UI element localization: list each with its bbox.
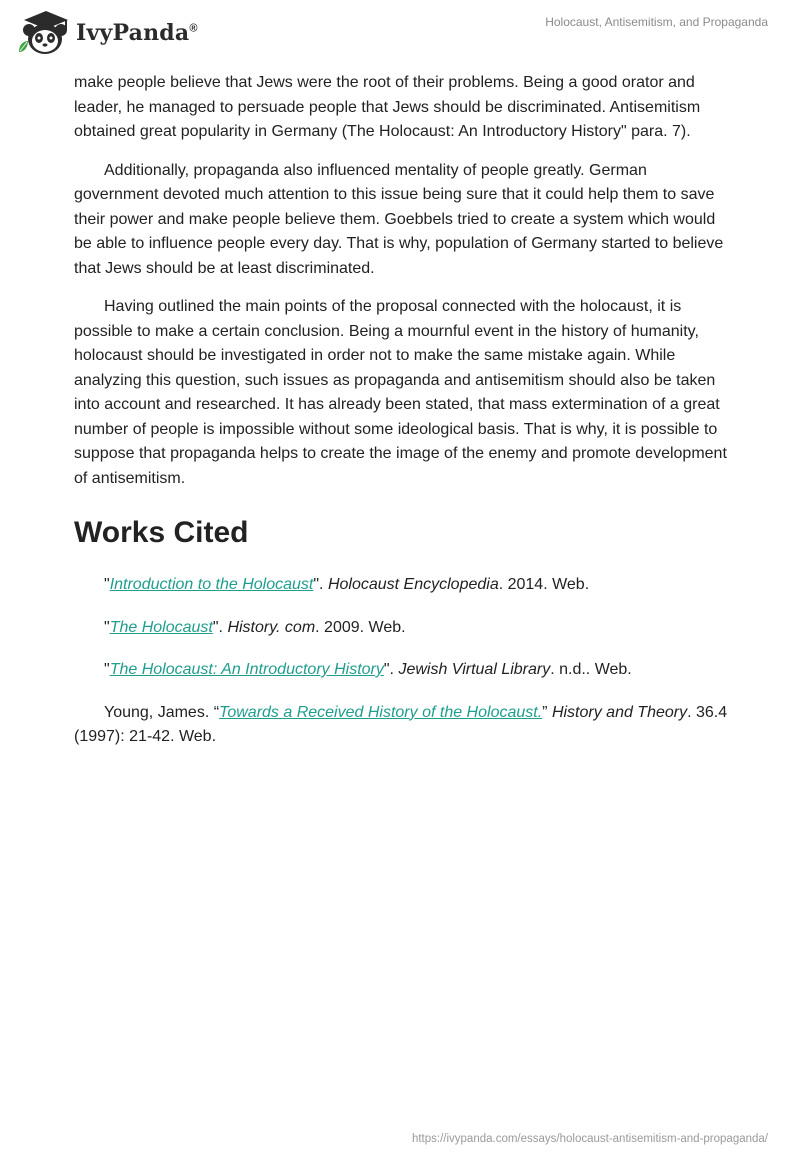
ivypanda-logo[interactable]: [16, 8, 198, 58]
citation-close: ".: [313, 576, 328, 593]
citation-source: History and Theory: [551, 703, 688, 721]
citation-link[interactable]: The Holocaust: [109, 618, 213, 636]
citation-prefix: Young, James. “: [104, 703, 220, 721]
citation-entry: [74, 573, 734, 598]
citation-source: Holocaust Encyclopedia: [327, 576, 499, 593]
leaf-icon: [19, 41, 28, 52]
citation-rest: . n.d.. Web.: [550, 661, 632, 678]
citation-close: ".: [383, 661, 399, 678]
citation-close: ".: [212, 618, 228, 636]
document-title: Holocaust, Antisemitism, and Propaganda: [545, 15, 768, 29]
paragraph: Additionally, propaganda also influenced mentality of people greatly. German government devoted much attention to this issue being sure that it could help them to save their power and make people believe them. Goebbels tried to create a system which would be able to influence people every day. That is why, population of Germany started to believe that Jews should be at least discriminated.: [74, 161, 724, 277]
citation-link[interactable]: The Holocaust: An Introductory History: [109, 661, 384, 678]
panda-graduation-cap-icon: [16, 8, 74, 58]
citation-close: ”: [542, 703, 552, 721]
citation-entry: [74, 616, 734, 641]
page-header: [0, 0, 800, 66]
citation-rest: . 2014. Web.: [498, 576, 590, 593]
citation-link[interactable]: Introduction to the Holocaust: [109, 576, 314, 593]
citation-source: History. com: [227, 618, 316, 636]
citation-rest: . 36.4 (1997): 21-42. Web.: [74, 703, 728, 745]
citation-prefix: ": [104, 576, 110, 593]
citation-link[interactable]: Towards a Received History of the Holocaust.: [219, 703, 543, 721]
citation-prefix: ": [104, 661, 110, 678]
citation-source: Jewish Virtual Library: [398, 661, 551, 678]
paragraph: make people believe that Jews were the root of their problems. Being a good orator and leader, he managed to persuade people that Jews should be discriminated. Antisemitism obtained great popularity in Germany (The Holocaust: An Introductory History" para. 7).: [74, 74, 701, 140]
paragraph: Having outlined the main points of the proposal connected with the holocaust, it is possible to make a certain conclusion. Being a mournful event in the history of humanity, holocaust should be investigated in order not to make the same mistake again. While analyzing this question, such issues as propaganda and antisemitism should also be taken into account and researched. It has already been stated, that mass extermination of a great number of people is impossible without some ideological basis. That is why, it is possible to suppose that propaganda helps to create the image of the enemy and promote development of antisemitism.: [74, 298, 727, 487]
citation-entry: [74, 701, 734, 750]
citation-prefix: ": [104, 618, 110, 636]
citation-entry: [74, 658, 734, 683]
logo-text: IvyPanda®: [76, 20, 198, 46]
essay-content: [74, 71, 734, 768]
footer-url[interactable]: https://ivypanda.com/essays/holocaust-antisemitism-and-propaganda/: [411, 1133, 768, 1145]
works-cited-heading: Works Cited: [74, 516, 249, 549]
registered-mark: ®: [189, 22, 198, 35]
citation-rest: . 2009. Web.: [315, 618, 406, 636]
